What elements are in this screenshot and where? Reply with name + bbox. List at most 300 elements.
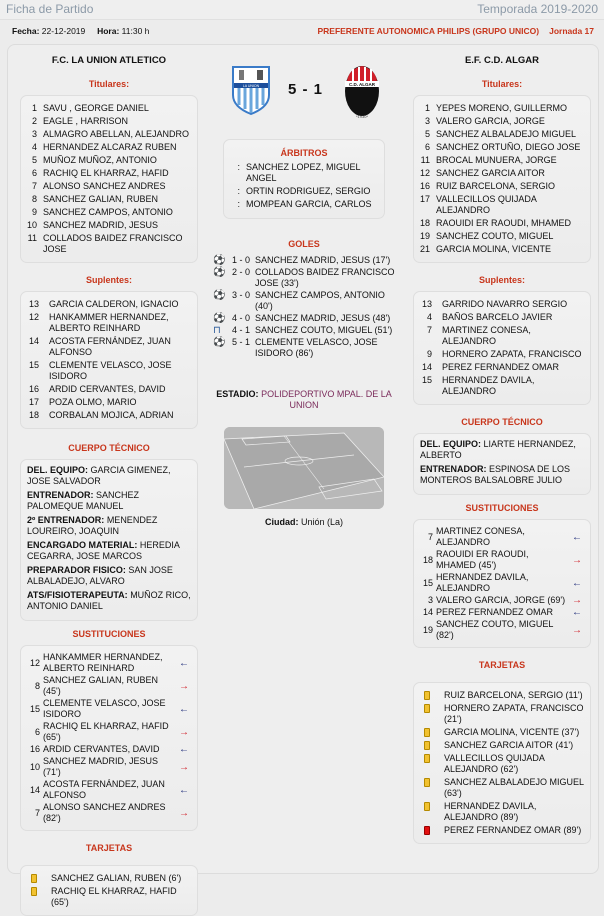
yellow-card-icon	[424, 728, 430, 737]
referee-row	[232, 186, 376, 197]
player-row	[27, 194, 191, 205]
player-name: PEREZ FERNANDEZ OMAR (89')	[444, 825, 582, 835]
substitution-row	[27, 756, 191, 778]
staff-member	[27, 565, 191, 587]
home-staff	[20, 459, 198, 621]
substitution-row	[27, 802, 191, 824]
player-name: CLEMENTE VELASCO, JOSE ISIDORO	[43, 698, 166, 719]
home-starters	[20, 95, 198, 263]
player-row	[27, 384, 191, 395]
referee-row	[232, 162, 376, 184]
ball-icon: ⚽	[213, 290, 226, 301]
player-number: 16	[29, 744, 40, 754]
player-number: 18	[420, 218, 431, 228]
player-name: RAOUIDI ER RAOUDI, MHAMED (45')	[436, 549, 529, 570]
substitution-row	[27, 744, 191, 755]
arrow-left-in-icon: ←	[179, 703, 189, 715]
player-name: GARCIA CALDERON, IGNACIO	[49, 299, 179, 309]
away-cards	[413, 682, 591, 844]
player-name: HERNANDEZ DAVILA, ALEJANDRO	[436, 572, 529, 593]
player-name: VALERO GARCIA, JORGE (69')	[436, 595, 566, 605]
match-sheet	[7, 44, 599, 907]
staff-name: MENENDEZ LOUREIRO, JOAQUIN	[27, 515, 158, 536]
substitution-row	[27, 652, 191, 674]
player-number: 5	[424, 129, 430, 139]
yellow-card-icon	[31, 874, 37, 883]
player-name: SANCHEZ ALBALADEJO MIGUEL	[436, 129, 577, 139]
player-name: SANCHEZ ORTUÑO, DIEGO JOSE	[436, 142, 581, 152]
player-name: HERNANDEZ DAVILA, ALEJANDRO (89')	[444, 801, 537, 822]
player-name: HERNANDEZ DAVILA, ALEJANDRO	[442, 375, 535, 396]
player-number: 5	[31, 155, 37, 165]
card-row	[420, 753, 584, 775]
home-team-name: F.C. LA UNION ATLETICO	[51, 55, 167, 66]
match-info	[12, 26, 149, 36]
substitutions-label: SUSTITUCIONES	[72, 629, 146, 639]
player-row	[27, 207, 191, 218]
competition-name: PREFERENTE AUTONOMICA PHILIPS (GRUPO UNICO)	[317, 26, 540, 36]
player-name: YEPES MORENO, GUILLERMO	[436, 103, 568, 113]
arrow-right-out-icon: →	[179, 680, 189, 692]
substitution-row	[420, 607, 584, 618]
player-row	[27, 155, 191, 166]
staff-member	[420, 439, 584, 461]
player-name: HANKAMMER HERNANDEZ, ALBERTO REINHARD	[43, 652, 163, 673]
stadium-label: ESTADIO:	[216, 389, 259, 399]
goal-scorer: COLLADOS BAIDEZ FRANCISCO JOSE (33')	[255, 267, 395, 288]
away-column	[411, 45, 593, 844]
page-title: Ficha de Partido	[6, 2, 94, 16]
player-name: EAGLE , HARRISON	[43, 116, 129, 126]
starters-label: Titulares:	[481, 79, 523, 89]
home-substitutes	[20, 291, 198, 429]
player-row	[27, 103, 191, 114]
player-name: RAOUIDI ER RAOUDI, MHAMED	[436, 218, 572, 228]
staff-role: DEL. EQUIPO:	[27, 465, 89, 475]
player-name: HORNERO ZAPATA, FRANCISCO (21')	[444, 703, 584, 724]
player-number: 17	[420, 194, 431, 204]
player-name: CLEMENTE VELASCO, JOSE ISIDORO	[49, 360, 172, 381]
player-number: 16	[420, 181, 431, 191]
player-row	[420, 129, 584, 140]
player-name: SANCHEZ COUTO, MIGUEL	[436, 231, 554, 241]
substitution-row	[420, 526, 584, 548]
svg-text:*1930*: *1930*	[355, 114, 369, 119]
referee-colon: :	[237, 199, 240, 209]
player-name: RACHIQ EL KHARRAZ, HAFID (65')	[43, 721, 169, 742]
substitution-row	[27, 779, 191, 801]
player-name: COLLADOS BAIDEZ FRANCISCO JOSE	[43, 233, 183, 254]
player-name: PEREZ FERNANDEZ OMAR	[436, 607, 554, 617]
yellow-card-icon	[424, 741, 430, 750]
yellow-card-icon	[31, 887, 37, 896]
player-name: ALONSO SANCHEZ ANDRES (82')	[43, 802, 166, 823]
player-name: RACHIQ EL KHARRAZ, HAFID	[43, 168, 169, 178]
player-row	[420, 325, 584, 347]
matchday: Jornada 17	[549, 26, 594, 36]
goal-score: 5 - 1	[231, 337, 250, 347]
player-name: ALMAGRO ABELLAN, ALEJANDRO	[43, 129, 190, 139]
staff-name: MUÑOZ RICO, ANTONIO DANIEL	[27, 590, 191, 611]
player-number: 6	[34, 726, 40, 737]
arrow-right-out-icon: →	[179, 761, 189, 773]
player-number: 14	[28, 336, 39, 346]
player-row	[27, 360, 191, 382]
player-number: 7	[426, 325, 432, 335]
player-row	[420, 375, 584, 397]
substitution-row	[420, 572, 584, 594]
player-row	[420, 362, 584, 373]
staff-name: SANCHEZ PALOMEQUE MANUEL	[27, 490, 140, 511]
player-number: 15	[421, 375, 432, 385]
player-name: GARCIA MOLINA, VICENTE (37')	[444, 727, 580, 737]
player-number: 6	[424, 142, 430, 152]
ball-icon: ⚽	[213, 255, 226, 266]
player-row	[420, 194, 584, 216]
yellow-card-icon	[424, 778, 430, 787]
player-name: MUÑOZ MUÑOZ, ANTONIO	[43, 155, 157, 165]
referee-name: SANCHEZ LOPEZ, MIGUEL ANGEL	[246, 162, 361, 183]
staff-member	[27, 515, 191, 537]
staff-member	[27, 490, 191, 512]
player-number: 13	[28, 299, 39, 309]
goal-row	[213, 313, 395, 324]
goal-score: 3 - 0	[231, 290, 250, 300]
player-number: 16	[28, 384, 39, 394]
player-row	[27, 181, 191, 192]
player-number: 15	[29, 703, 40, 714]
player-number: 6	[31, 168, 37, 178]
away-substitutions	[413, 519, 591, 648]
player-number: 15	[422, 577, 433, 588]
arrow-right-out-icon: →	[179, 807, 189, 819]
substitution-row	[27, 721, 191, 743]
player-number: 7	[427, 531, 433, 542]
player-row	[420, 231, 584, 242]
ball-icon: ⚽	[213, 337, 226, 348]
staff-role: DEL. EQUIPO:	[420, 439, 482, 449]
player-name: SANCHEZ GALIAN, RUBEN (45')	[43, 675, 159, 696]
goal-score: 1 - 0	[231, 255, 250, 265]
player-name: ARDID CERVANTES, DAVID	[43, 744, 160, 754]
player-name: SANCHEZ GARCIA AITOR (41')	[444, 740, 574, 750]
card-row	[420, 825, 584, 836]
season-label: Temporada 2019-2020	[477, 2, 598, 16]
arrow-right-out-icon: →	[572, 624, 582, 636]
staff-member	[27, 465, 191, 487]
staff-role: PREPARADOR FISICO:	[27, 565, 126, 575]
player-number: 11	[420, 155, 430, 165]
away-team-name: E.F. C.D. ALGAR	[464, 55, 540, 66]
stadium-pitch-image	[224, 427, 384, 509]
player-number: 19	[422, 624, 433, 635]
goal-scorer: SANCHEZ MADRID, JESUS (17')	[255, 255, 391, 265]
player-name: SANCHEZ GALIAN, RUBEN	[43, 194, 159, 204]
player-number: 12	[420, 168, 431, 178]
player-name: SANCHEZ ALBALADEJO MIGUEL (63')	[444, 777, 584, 798]
player-name: HERNANDEZ ALCARAZ RUBEN	[43, 142, 177, 152]
time-value: 11:30 h	[121, 26, 150, 36]
arrow-left-in-icon: ←	[179, 784, 189, 796]
staff-member	[420, 464, 584, 486]
goal-row	[213, 325, 395, 336]
city-label: Ciudad:	[264, 517, 299, 527]
player-number: 14	[421, 362, 432, 372]
player-row	[420, 116, 584, 127]
player-row	[27, 336, 191, 358]
referee-name: ORTIN RODRIGUEZ, SERGIO	[246, 186, 371, 196]
player-number: 14	[29, 784, 40, 795]
player-number: 1	[424, 103, 430, 113]
player-number: 10	[27, 220, 38, 230]
staff-member	[27, 590, 191, 612]
player-name: ACOSTA FERNÁNDEZ, JUAN ALFONSO	[43, 779, 165, 800]
player-number: 1	[31, 103, 37, 113]
competition	[317, 26, 594, 36]
player-number: 8	[34, 680, 40, 691]
player-row	[27, 410, 191, 421]
subs-label: Suplentes:	[85, 275, 132, 285]
player-row	[27, 233, 191, 255]
player-number: 9	[31, 207, 37, 217]
player-name: RUIZ BARCELONA, SERGIO	[436, 181, 556, 191]
home-team-logo	[231, 65, 271, 115]
player-number: 13	[421, 299, 432, 309]
player-name: SANCHEZ MADRID, JESUS	[43, 220, 159, 230]
player-number: 4	[426, 312, 432, 322]
player-name: HANKAMMER HERNANDEZ, ALBERTO REINHARD	[49, 312, 169, 333]
staff-role: ENTRENADOR:	[420, 464, 487, 474]
away-team-logo	[343, 61, 381, 119]
scoreboard	[213, 61, 395, 131]
home-substitutions	[20, 645, 198, 831]
referee-colon: :	[237, 162, 240, 172]
player-row	[27, 168, 191, 179]
player-name: GARRIDO NAVARRO SERGIO	[442, 299, 568, 309]
player-row	[420, 349, 584, 360]
away-starters	[413, 95, 591, 263]
goal-scorer: SANCHEZ CAMPOS, ANTONIO (40')	[255, 290, 385, 311]
date-value: 22-12-2019	[41, 26, 86, 36]
time-label: Hora:	[97, 26, 120, 36]
staff-role: ENTRENADOR:	[27, 490, 94, 500]
card-row	[420, 801, 584, 823]
home-cards	[20, 865, 198, 916]
starters-label: Titulares:	[88, 79, 130, 89]
player-name: SANCHEZ COUTO, MIGUEL (82')	[436, 619, 554, 640]
player-number: 15	[28, 360, 39, 370]
staff-role: ENCARGADO MATERIAL:	[27, 540, 138, 550]
arrow-left-in-icon: ←	[179, 744, 189, 755]
player-number: 9	[426, 349, 432, 359]
player-row	[420, 299, 584, 310]
player-name: BAÑOS BARCELO JAVIER	[442, 312, 553, 322]
card-row	[420, 777, 584, 799]
player-row	[27, 397, 191, 408]
goal-row	[213, 337, 395, 359]
player-name: ACOSTA FERNÁNDEZ, JUAN ALFONSO	[49, 336, 171, 357]
arrow-left-in-icon: ←	[572, 531, 582, 543]
cards-label: TARJETAS	[85, 843, 133, 853]
ball-icon: ⚽	[213, 313, 226, 324]
yellow-card-icon	[424, 691, 430, 700]
goal-row	[213, 267, 395, 289]
player-name: VALERO GARCIA, JORGE	[436, 116, 545, 126]
player-number: 4	[31, 142, 37, 152]
goal-scorer: SANCHEZ MADRID, JESUS (48')	[255, 313, 391, 323]
away-substitutes	[413, 291, 591, 405]
player-name: BROCAL MUNUERA, JORGE	[436, 155, 557, 165]
yellow-card-icon	[424, 704, 430, 713]
player-name: ARDID CERVANTES, DAVID	[49, 384, 166, 394]
stadium-name: POLIDEPORTIVO MPAL. DE LA UNION	[261, 389, 392, 410]
player-number: 14	[422, 607, 433, 617]
substitution-row	[420, 549, 584, 571]
player-name: SANCHEZ CAMPOS, ANTONIO	[43, 207, 173, 217]
player-row	[420, 218, 584, 229]
staff-name: LIARTE HERNANDEZ, ALBERTO	[420, 439, 576, 460]
player-row	[420, 103, 584, 114]
player-number: 12	[29, 657, 40, 668]
card-row	[27, 873, 191, 884]
staff-label: CUERPO TÉCNICO	[461, 417, 543, 427]
yellow-card-icon	[424, 754, 430, 763]
player-number: 11	[27, 233, 37, 243]
player-name: SANCHEZ GALIAN, RUBEN (6')	[51, 873, 182, 883]
staff-role: 2º ENTRENADOR:	[27, 515, 105, 525]
player-name: POZA OLMO, MARIO	[49, 397, 137, 407]
player-number: 18	[28, 410, 39, 420]
goals-label: GOLES	[288, 239, 320, 249]
staff-label: CUERPO TÉCNICO	[68, 443, 150, 453]
player-row	[27, 129, 191, 140]
player-row	[27, 220, 191, 231]
goal-net-icon: ⊓	[213, 325, 221, 336]
goal-score: 4 - 0	[231, 313, 250, 323]
player-row	[420, 142, 584, 153]
player-number: 10	[29, 761, 40, 772]
referees-label: ÁRBITROS	[280, 148, 328, 158]
substitution-row	[27, 675, 191, 697]
arrow-right-out-icon: →	[572, 554, 582, 566]
substitution-row	[27, 698, 191, 720]
cards-label: TARJETAS	[478, 660, 526, 670]
arrow-right-out-icon: →	[572, 595, 582, 606]
player-row	[27, 116, 191, 127]
substitutions-label: SUSTITUCIONES	[465, 503, 539, 513]
player-number: 17	[28, 397, 39, 407]
arrow-left-in-icon: ←	[572, 577, 582, 589]
player-name: ALONSO SANCHEZ ANDRES	[43, 181, 166, 191]
player-name: VALLECILLOS QUIJADA ALEJANDRO	[436, 194, 537, 215]
city-name: Unión (La)	[300, 517, 344, 527]
player-row	[27, 299, 191, 310]
player-name: PEREZ FERNANDEZ OMAR	[442, 362, 560, 372]
player-row	[420, 168, 584, 179]
player-row	[27, 142, 191, 153]
player-row	[420, 181, 584, 192]
score: 5 - 1	[288, 81, 324, 98]
goal-scorer: SANCHEZ COUTO, MIGUEL (51')	[255, 325, 393, 335]
staff-name: HEREDIA CEGARRA, JOSE MARCOS	[27, 540, 180, 561]
player-name: MARTINEZ CONESA, ALEJANDRO	[436, 526, 525, 547]
city	[213, 517, 395, 527]
staff-role: ATS/FISIOTERAPEUTA:	[27, 590, 128, 600]
player-number: 19	[420, 231, 431, 241]
card-row	[420, 727, 584, 738]
referee-row	[232, 199, 376, 210]
player-name: SANCHEZ MADRID, JESUS (71')	[43, 756, 159, 777]
card-row	[27, 886, 191, 908]
player-row	[420, 155, 584, 166]
player-number: 21	[420, 244, 431, 254]
player-name: VALLECILLOS QUIJADA ALEJANDRO (62')	[444, 753, 545, 774]
player-name: MARTINEZ CONESA, ALEJANDRO	[442, 325, 531, 346]
arrow-right-out-icon: →	[179, 726, 189, 738]
arrow-left-in-icon: ←	[572, 607, 582, 618]
goal-row	[213, 290, 395, 312]
substitution-row	[420, 595, 584, 606]
date-label: Fecha:	[12, 26, 40, 36]
referee-colon: :	[237, 186, 240, 196]
card-row	[420, 690, 584, 701]
player-number: 3	[424, 116, 430, 126]
player-row	[27, 312, 191, 334]
player-number: 7	[34, 807, 40, 818]
stadium	[213, 389, 395, 411]
referee-name: MOMPEAN GARCIA, CARLOS	[246, 199, 372, 209]
player-row	[420, 244, 584, 255]
card-row	[420, 703, 584, 725]
yellow-card-icon	[424, 802, 430, 811]
player-number: 8	[31, 194, 37, 204]
home-column	[18, 45, 200, 916]
away-staff	[413, 433, 591, 495]
player-number: 3	[427, 595, 433, 605]
player-number: 12	[28, 312, 39, 322]
player-number: 7	[31, 181, 37, 191]
arrow-left-in-icon: ←	[179, 657, 189, 669]
subs-label: Suplentes:	[478, 275, 525, 285]
page-header	[0, 0, 604, 20]
goal-scorer: CLEMENTE VELASCO, JOSE ISIDORO (86')	[255, 337, 378, 358]
player-name: GARCIA MOLINA, VICENTE	[436, 244, 552, 254]
svg-text:LA UNION: LA UNION	[242, 84, 260, 88]
player-number: 2	[31, 116, 37, 126]
player-name: CORBALAN MOJICA, ADRIAN	[49, 410, 174, 420]
player-number: 3	[31, 129, 37, 139]
center-column	[213, 45, 395, 527]
card-row	[420, 740, 584, 751]
staff-member	[27, 540, 191, 562]
staff-name: SAN JOSE ALBALADEJO, ALVARO	[27, 565, 173, 586]
player-name: RACHIQ EL KHARRAZ, HAFID (65')	[51, 886, 177, 907]
player-name: SAVU , GEORGE DANIEL	[43, 103, 149, 113]
goals-list	[213, 255, 395, 359]
player-name: HORNERO ZAPATA, FRANCISCO	[442, 349, 582, 359]
substitution-row	[420, 619, 584, 641]
referees-box	[223, 139, 385, 219]
player-name: RUIZ BARCELONA, SERGIO (11')	[444, 690, 583, 700]
player-row	[420, 312, 584, 323]
red-card-icon	[424, 826, 430, 835]
staff-name: ESPINOSA DE LOS MONTEROS BALSALOBRE JULIO	[420, 464, 571, 485]
svg-text:C.D. ALGAR: C.D. ALGAR	[348, 82, 376, 87]
goal-score: 2 - 0	[231, 267, 250, 277]
goal-score: 4 - 1	[231, 325, 250, 335]
player-number: 18	[422, 554, 433, 565]
staff-name: GARCIA GIMENEZ, JOSE SALVADOR	[27, 465, 171, 486]
